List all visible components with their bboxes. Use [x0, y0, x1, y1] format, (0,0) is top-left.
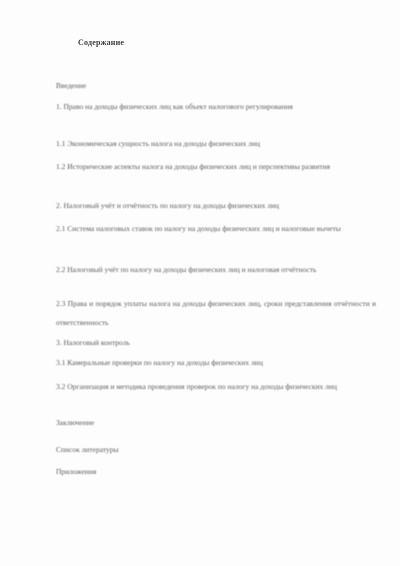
page-title: Содержание	[78, 38, 125, 47]
toc-item-3-1: 3.1 Камеральные проверки по налогу на доходы физических лиц	[56, 358, 263, 367]
toc-item-3-2: 3.2 Организация и методика проведения проверок по налогу на доходы физических лиц	[56, 382, 337, 391]
toc-item-appendices: Приложения	[56, 467, 97, 476]
toc-item-2-3: 2.3 Права и порядок уплаты налога на доходы физических лиц, сроки представления отчётности и ответственность	[56, 299, 376, 327]
toc-item-1-2: 1.2 Исторические аспекты налога на доходы физических лиц и перспективы развития	[56, 162, 331, 171]
toc-item-conclusion: Заключение	[56, 418, 95, 427]
toc-item-2-1: 2.1 Система налоговых ставок по налогу на доходы физических лиц и налоговые вычеты	[56, 224, 341, 233]
toc-item-1-1: 1.1 Экономическая сущность налога на доходы физических лиц	[56, 139, 261, 148]
toc-item-1: 1. Право на доходы физических лиц как объект налогового регулирования	[56, 102, 293, 111]
toc-item-intro: Введение	[56, 81, 87, 90]
toc-item-references: Список литературы	[56, 445, 119, 454]
toc-item-2-2: 2.2 Налоговый учёт по налогу на доходы физических лиц и налоговая отчётность	[56, 265, 317, 274]
toc-item-2: 2. Налоговый учёт и отчётность по налогу на доходы физических лиц	[56, 201, 280, 210]
toc-item-3: 3. Налоговый контроль	[56, 338, 130, 347]
